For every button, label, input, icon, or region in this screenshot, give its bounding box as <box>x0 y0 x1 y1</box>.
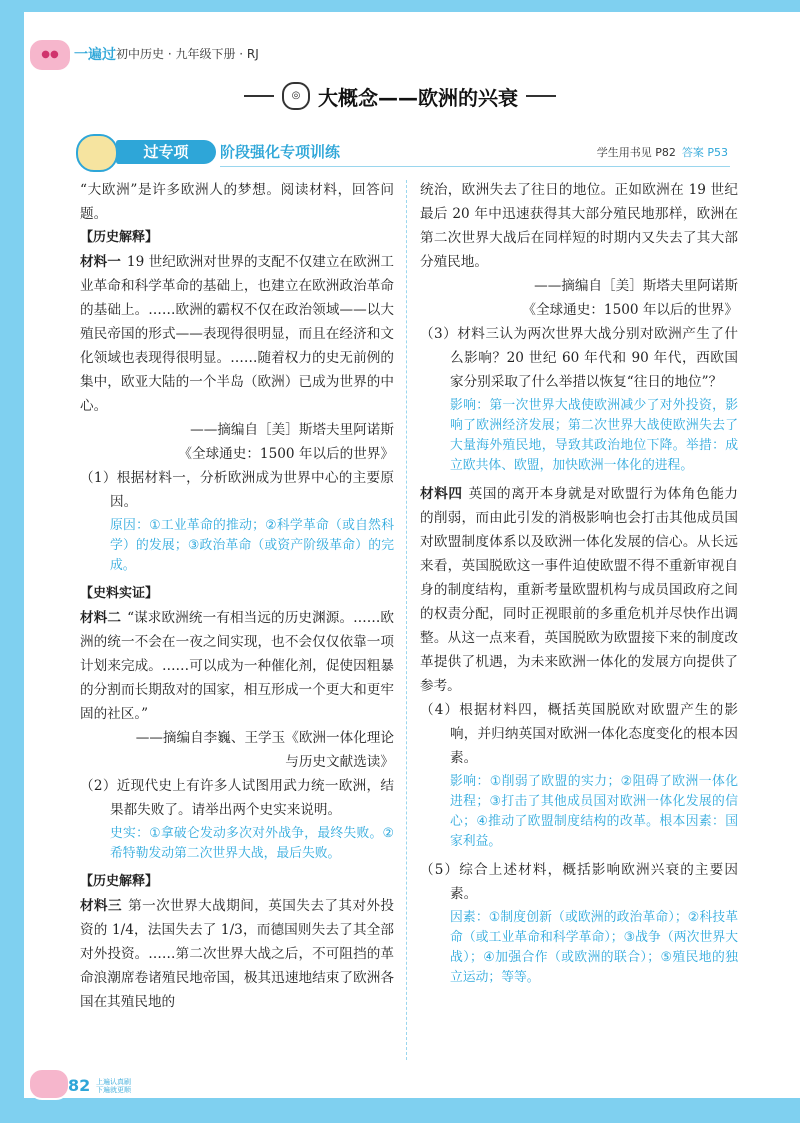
answer-4: 影响：①削弱了欧盟的实力；②阻碍了欧洲一体化进程；③打击了其他成员国对欧洲一体化发展的信心；④推动了欧盟制度结构的改革。根本因素：国家利益。 <box>450 774 738 849</box>
material-4-label: 材料四 <box>420 486 463 502</box>
material-3-continued: 统治，欧洲失去了往日的地位。正如欧洲在 19 世纪最后 20 年中迅速获得其大部分殖民地那样，欧洲在第二次世界大战后在同样短的时期内又失去了其大部分殖民地。 <box>420 182 738 270</box>
answer-1: 原因：①工业革命的推动；②科学革命（或自然科学）的发展；③政治革命（或资产阶级革命）的完成。 <box>110 518 394 573</box>
answer-2: 史实：①拿破仑发动多次对外战争，最终失败。②希特勒发动第二次世界大战，最后失败。 <box>110 826 394 861</box>
material-1-citation-2: 《全球通史：1500 年以后的世界》 <box>178 446 394 462</box>
section-heading-1: 【历史解释】 <box>80 230 159 245</box>
material-2 <box>80 606 394 726</box>
section-badge: 过专项 <box>116 140 216 164</box>
bottom-bar <box>0 1098 800 1123</box>
left-column <box>80 178 394 1014</box>
material-3-citation-1: ——摘编自［美］斯塔夫里阿诺斯 <box>534 278 738 294</box>
material-2-citation-1: ——摘编自李巍、王学玉《欧洲一体化理论 <box>135 730 394 746</box>
material-4 <box>420 482 738 698</box>
footer-note: 上遍认真刷 下遍就更顺 <box>96 1078 131 1094</box>
question-3: （3）材料三认为两次世界大战分别对欧洲产生了什么影响？20 世纪 60 年代和 90 年代，西欧国家分别采取了什么举措以恢复“往日的地位”？ <box>420 326 738 390</box>
chapter-rule-left <box>244 95 274 97</box>
chapter-rule-right <box>526 95 556 97</box>
mascot-icon <box>76 134 118 172</box>
material-2-label: 材料二 <box>80 610 122 626</box>
material-3-text: 第一次世界大战期间，英国失去了其对外投资的 1/4，法国失去了 1/3，而德国则失去了其全部对外投资。……第二次世界大战之后，不可阻挡的革命浪潮席卷诸殖民地帝国，极其迅速地结束了欧洲各国在其殖民地的 <box>80 898 395 1010</box>
reference-info <box>597 144 728 160</box>
material-1 <box>80 250 394 418</box>
question-1: （1）根据材料一，分析欧洲成为世界中心的主要原因。 <box>80 470 394 510</box>
question-2: （2）近现代史上有许多人试图用武力统一欧洲，结果都失败了。请举出两个史实来说明。 <box>80 778 394 818</box>
section-subtitle: 阶段强化专项训练 <box>220 143 341 161</box>
material-1-citation-1: ——摘编自［美］斯塔夫里阿诺斯 <box>190 422 394 438</box>
answer-5: 因素：①制度创新（或欧洲的政治革命）；②科技革命（或工业革命和科学革命）；③战争（两次世界大战）；④加强合作（或欧洲的联合）；⑤殖民地的独立运动；等等。 <box>450 910 738 985</box>
material-2-citation-2: 与历史文献选读》 <box>285 754 394 770</box>
student-book-ref: 学生用书见 P82 <box>596 146 676 159</box>
answer-ref: 答案 P53 <box>681 146 728 159</box>
right-column <box>420 178 738 994</box>
intro-text: “大欧洲”是许多欧洲人的梦想。阅读材料，回答问题。 <box>80 182 394 222</box>
material-1-text: 19 世纪欧洲对世界的支配不仅建立在欧洲工业革命和科学革命的基础上，也建立在欧洲政治革命的基础上。……欧洲的霸权不仅在政治领域——以大殖民帝国的形式——表现得很明显，而且在经济和文化领域也表现得很明显。……随着权力的史无前例的集中，欧亚大陆的一个半岛（欧洲）已成为世界的中心。 <box>80 254 395 414</box>
chapter-title: 大概念——欧洲的兴衰 <box>318 85 518 110</box>
banner-divider <box>220 166 730 167</box>
material-1-label: 材料一 <box>80 254 121 270</box>
answer-3: 影响：第一次世界大战使欧洲减少了对外投资，影响了欧洲经济发展；第二次世界大战使欧洲失去了大量海外殖民地，导致其政治地位下降。举措：成立欧共体、欧盟，加快欧洲一体化的进程。 <box>450 398 738 473</box>
material-3-citation-2: 《全球通史：1500 年以后的世界》 <box>522 302 738 318</box>
question-5: （5）综合上述材料，概括影响欧洲兴衰的主要因素。 <box>420 862 738 902</box>
section-banner <box>72 136 732 168</box>
book-title: 初中历史 · 九年级下册 · RJ <box>116 47 259 61</box>
material-3-label: 材料三 <box>80 898 123 914</box>
material-3 <box>80 894 394 1014</box>
question-4: （4）根据材料四，概括英国脱欧对欧盟产生的影响，并归纳英国对欧洲一体化态度变化的根本因素。 <box>420 702 738 766</box>
section-heading-3: 【历史解释】 <box>80 874 159 889</box>
chapter-badge-icon: ◎ <box>282 82 310 110</box>
material-4-text: 英国的离开本身就是对欧盟行为体角色能力的削弱，而由此引发的消极影响也会打击其他成员国对欧盟制度体系以及欧洲一体化发展的信心。从长远来看，英国脱欧这一事件迫使欧盟不得不重新审视自身的制度结构，重新考量欧盟机构与成员国政府之间的权责分配，同时正视眼前的多重危机并尽快作出调整。从这一点来看，英国脱欧为欧盟接下来的制度改革提供了机遇，为未来欧洲一体化的发展方向提供了参考。 <box>420 486 739 694</box>
material-2-text: “谋求欧洲统一有相当远的历史渊源。……欧洲的统一不会在一夜之间实现，也不会仅仅依靠一项计划来完成。……可以成为一种催化剂，促使因粗暴的分割而长期敌对的国家，相互形成一个更大和更牢固的社区。” <box>80 610 395 722</box>
chapter-bar <box>190 80 610 112</box>
brand-name: 一遍过 <box>74 47 116 63</box>
brand-logo-icon: ●● <box>28 38 72 72</box>
column-divider <box>406 180 407 1060</box>
footer-mascot-icon <box>28 1068 70 1100</box>
page-number: 82 <box>68 1076 91 1095</box>
section-heading-2: 【史料实证】 <box>80 586 159 601</box>
